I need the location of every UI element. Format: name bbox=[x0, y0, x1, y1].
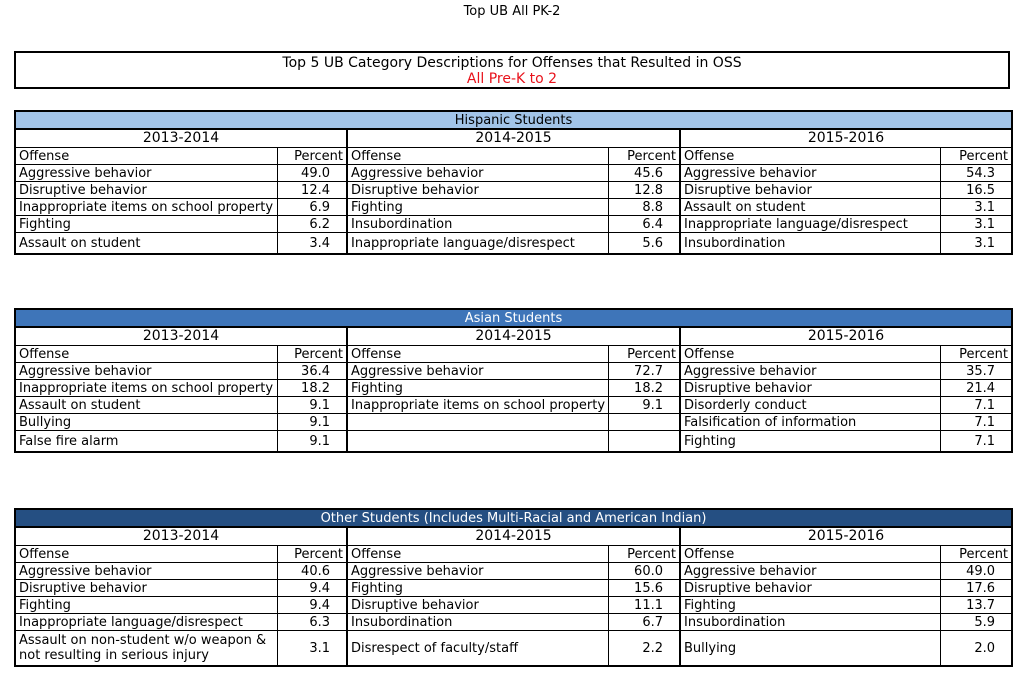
offense-cell: Inappropriate language/disrespect bbox=[680, 216, 940, 233]
offense-cell: Aggressive behavior bbox=[347, 563, 608, 580]
offense-cell: Fighting bbox=[347, 199, 608, 216]
report-subtitle: All Pre-K to 2 bbox=[466, 71, 558, 87]
offense-cell: Insubordination bbox=[347, 614, 608, 631]
percent-cell: 15.6 bbox=[608, 580, 680, 597]
table-row bbox=[15, 233, 1012, 255]
table-row bbox=[15, 431, 1012, 453]
percent-cell: 5.6 bbox=[608, 233, 680, 255]
offense-cell: Fighting bbox=[680, 431, 940, 453]
percent-cell: 9.1 bbox=[277, 414, 347, 431]
year-header: 2014-2015 bbox=[347, 129, 680, 148]
percent-cell: 5.9 bbox=[940, 614, 1012, 631]
percent-cell: 12.4 bbox=[277, 182, 347, 199]
percent-cell: 60.0 bbox=[608, 563, 680, 580]
year-header: 2015-2016 bbox=[680, 327, 1012, 346]
year-header: 2014-2015 bbox=[347, 527, 680, 546]
percent-cell: 36.4 bbox=[277, 363, 347, 380]
table-row bbox=[15, 380, 1012, 397]
offense-cell: False fire alarm bbox=[15, 431, 277, 453]
percent-cell: 9.1 bbox=[608, 397, 680, 414]
table-row bbox=[15, 580, 1012, 597]
offense-cell: Fighting bbox=[680, 597, 940, 614]
percent-cell: 40.6 bbox=[277, 563, 347, 580]
percent-cell: 11.1 bbox=[608, 597, 680, 614]
offense-column-header: Offense bbox=[680, 546, 940, 563]
percent-cell: 49.0 bbox=[277, 165, 347, 182]
percent-cell: 18.2 bbox=[277, 380, 347, 397]
table-row bbox=[15, 165, 1012, 182]
report-header bbox=[14, 51, 1010, 89]
percent-column-header: Percent bbox=[940, 546, 1012, 563]
offense-column-header: Offense bbox=[347, 346, 608, 363]
percent-cell: 6.4 bbox=[608, 216, 680, 233]
offense-cell: Assault on student bbox=[15, 233, 277, 255]
percent-cell: 6.9 bbox=[277, 199, 347, 216]
table-row bbox=[15, 199, 1012, 216]
offense-cell: Aggressive behavior bbox=[15, 165, 277, 182]
table-row bbox=[15, 414, 1012, 431]
offense-cell: Aggressive behavior bbox=[680, 363, 940, 380]
percent-column-header: Percent bbox=[277, 346, 347, 363]
offense-cell: Assault on student bbox=[15, 397, 277, 414]
percent-cell: 35.7 bbox=[940, 363, 1012, 380]
percent-cell: 2.2 bbox=[608, 631, 680, 667]
offense-cell: Bullying bbox=[15, 414, 277, 431]
percent-cell: 6.3 bbox=[277, 614, 347, 631]
percent-column-header: Percent bbox=[277, 148, 347, 165]
percent-cell: 7.1 bbox=[940, 414, 1012, 431]
percent-cell: 17.6 bbox=[940, 580, 1012, 597]
offense-cell: Disruptive behavior bbox=[15, 182, 277, 199]
percent-cell: 8.8 bbox=[608, 199, 680, 216]
percent-cell: 9.1 bbox=[277, 431, 347, 453]
percent-cell: 2.0 bbox=[940, 631, 1012, 667]
offense-cell: Aggressive behavior bbox=[347, 165, 608, 182]
percent-cell: 9.4 bbox=[277, 597, 347, 614]
table-row bbox=[15, 563, 1012, 580]
offense-cell: Assault on non-student w/o weapon & not resulting in serious injury bbox=[15, 631, 277, 667]
offense-cell: Bullying bbox=[680, 631, 940, 667]
percent-cell: 3.1 bbox=[940, 199, 1012, 216]
offense-column-header: Offense bbox=[15, 346, 277, 363]
offense-cell: Fighting bbox=[15, 216, 277, 233]
year-header: 2013-2014 bbox=[15, 327, 347, 346]
percent-cell: 6.2 bbox=[277, 216, 347, 233]
hispanic-students-table bbox=[14, 110, 1013, 255]
offense-cell: Aggressive behavior bbox=[680, 563, 940, 580]
offense-cell: Disrespect of faculty/staff bbox=[347, 631, 608, 667]
offense-column-header: Offense bbox=[347, 148, 608, 165]
table-row bbox=[15, 397, 1012, 414]
percent-cell: 7.1 bbox=[940, 431, 1012, 453]
percent-column-header: Percent bbox=[608, 148, 680, 165]
percent-column-header: Percent bbox=[277, 546, 347, 563]
offense-cell: Aggressive behavior bbox=[15, 563, 277, 580]
other-students-table bbox=[14, 508, 1013, 667]
table-row bbox=[15, 363, 1012, 380]
percent-cell: 3.1 bbox=[940, 233, 1012, 255]
percent-column-header: Percent bbox=[608, 346, 680, 363]
offense-cell: Inappropriate items on school property bbox=[15, 199, 277, 216]
year-header: 2014-2015 bbox=[347, 327, 680, 346]
table-row bbox=[15, 216, 1012, 233]
report-title: Top 5 UB Category Descriptions for Offenses that Resulted in OSS bbox=[282, 55, 742, 71]
percent-cell: 45.6 bbox=[608, 165, 680, 182]
percent-cell: 18.2 bbox=[608, 380, 680, 397]
offense-cell: Fighting bbox=[347, 580, 608, 597]
percent-cell: 12.8 bbox=[608, 182, 680, 199]
percent-cell bbox=[608, 414, 680, 431]
offense-cell: Assault on student bbox=[680, 199, 940, 216]
percent-cell: 72.7 bbox=[608, 363, 680, 380]
table-row bbox=[15, 614, 1012, 631]
section-banner: Asian Students bbox=[15, 309, 1012, 327]
section-banner: Hispanic Students bbox=[15, 111, 1012, 129]
percent-cell bbox=[608, 431, 680, 453]
percent-cell: 13.7 bbox=[940, 597, 1012, 614]
page-title: Top UB All PK-2 bbox=[463, 4, 561, 19]
percent-cell: 21.4 bbox=[940, 380, 1012, 397]
percent-cell: 49.0 bbox=[940, 563, 1012, 580]
percent-cell: 3.4 bbox=[277, 233, 347, 255]
offense-cell: Inappropriate language/disrespect bbox=[15, 614, 277, 631]
table-row bbox=[15, 631, 1012, 667]
year-header: 2013-2014 bbox=[15, 129, 347, 148]
offense-cell: Disruptive behavior bbox=[680, 580, 940, 597]
percent-cell: 54.3 bbox=[940, 165, 1012, 182]
year-header: 2015-2016 bbox=[680, 527, 1012, 546]
offense-cell: Disruptive behavior bbox=[680, 380, 940, 397]
offense-cell: Inappropriate items on school property bbox=[15, 380, 277, 397]
offense-column-header: Offense bbox=[15, 148, 277, 165]
percent-column-header: Percent bbox=[940, 148, 1012, 165]
offense-column-header: Offense bbox=[347, 546, 608, 563]
offense-column-header: Offense bbox=[680, 148, 940, 165]
section-banner: Other Students (Includes Multi-Racial and American Indian) bbox=[15, 509, 1012, 527]
offense-cell: Aggressive behavior bbox=[680, 165, 940, 182]
offense-cell: Inappropriate items on school property bbox=[347, 397, 608, 414]
offense-column-header: Offense bbox=[15, 546, 277, 563]
offense-cell: Aggressive behavior bbox=[347, 363, 608, 380]
year-header: 2015-2016 bbox=[680, 129, 1012, 148]
offense-cell bbox=[347, 431, 608, 453]
percent-cell: 9.1 bbox=[277, 397, 347, 414]
offense-cell: Fighting bbox=[347, 380, 608, 397]
offense-cell bbox=[347, 414, 608, 431]
offense-cell: Aggressive behavior bbox=[15, 363, 277, 380]
percent-cell: 6.7 bbox=[608, 614, 680, 631]
offense-cell: Inappropriate language/disrespect bbox=[347, 233, 608, 255]
percent-cell: 7.1 bbox=[940, 397, 1012, 414]
offense-cell: Insubordination bbox=[680, 614, 940, 631]
offense-cell: Disorderly conduct bbox=[680, 397, 940, 414]
offense-cell: Insubordination bbox=[347, 216, 608, 233]
asian-students-table bbox=[14, 308, 1013, 453]
percent-cell: 3.1 bbox=[940, 216, 1012, 233]
offense-cell: Disruptive behavior bbox=[680, 182, 940, 199]
percent-cell: 9.4 bbox=[277, 580, 347, 597]
table-row bbox=[15, 182, 1012, 199]
offense-cell: Insubordination bbox=[680, 233, 940, 255]
offense-cell: Fighting bbox=[15, 597, 277, 614]
percent-cell: 3.1 bbox=[277, 631, 347, 667]
percent-cell: 16.5 bbox=[940, 182, 1012, 199]
table-row bbox=[15, 597, 1012, 614]
offense-cell: Disruptive behavior bbox=[347, 597, 608, 614]
year-header: 2013-2014 bbox=[15, 527, 347, 546]
percent-column-header: Percent bbox=[940, 346, 1012, 363]
offense-cell: Disruptive behavior bbox=[15, 580, 277, 597]
offense-cell: Falsification of information bbox=[680, 414, 940, 431]
offense-cell: Disruptive behavior bbox=[347, 182, 608, 199]
percent-column-header: Percent bbox=[608, 546, 680, 563]
offense-column-header: Offense bbox=[680, 346, 940, 363]
